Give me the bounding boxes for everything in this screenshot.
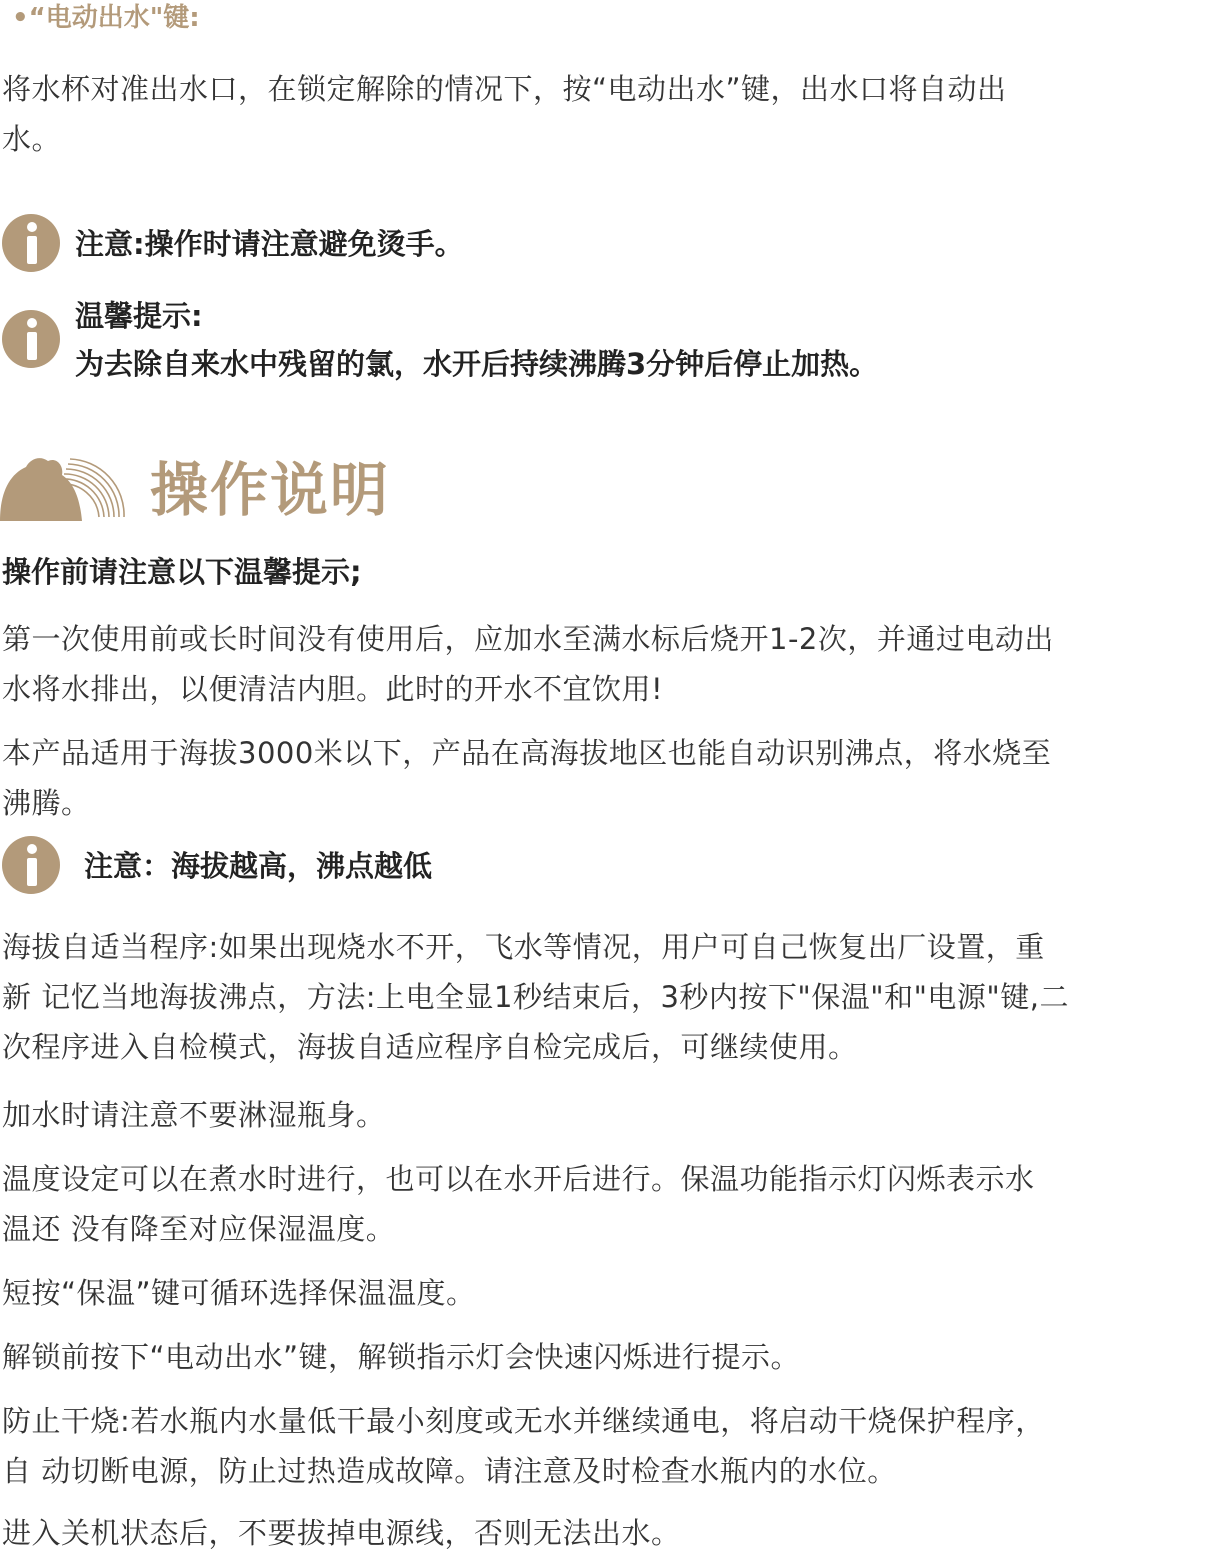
paragraph-dispense: 将水杯对准出水口，在锁定解除的情况下，按“电动出水”键，出水口将自动出 水。 bbox=[2, 72, 1007, 156]
paragraph-dry-boil: 防止干烧:若水瓶内水量低干最小刻度或无水并继续通电，将启动干烧保护程序， 自 动切断电源，防止过热造成故障。请注意及时检查水瓶内的水位。 bbox=[2, 1404, 1045, 1488]
paragraph-shutdown: 进入关机状态后，不要拔掉电源线，否则无法出水。 bbox=[2, 1516, 681, 1550]
section-title: 操作说明 bbox=[150, 456, 391, 524]
bullet-heading: •“电动出水"键: bbox=[12, 3, 200, 33]
paragraph-altitude: 本产品适用于海拔3000米以下，产品在高海拔地区也能自动识别沸点，将水烧至 沸腾。 bbox=[2, 736, 1052, 820]
paragraph-keep-warm: 短按“保温”键可循环选择保温温度。 bbox=[2, 1276, 476, 1310]
paragraph-altitude-program: 海拔自适当程序:如果出现烧水不开，飞水等情况，用户可自己恢复出厂设置，重 新 记忆当地海拔沸点，方法:上电全显1秒结束后，3秒内按下"保温"和"电源"键,二 次程序进入自检模式，海拔自适应程序自检完成后，可继续使用。 bbox=[2, 930, 1069, 1064]
info-icon bbox=[2, 836, 60, 894]
note-altitude: 注意：海拔越高，沸点越低 bbox=[84, 849, 433, 883]
info-icon bbox=[2, 310, 60, 368]
paragraph-unlock: 解锁前按下“电动出水”键，解锁指示灯会快速闪烁进行提示。 bbox=[2, 1340, 801, 1374]
paragraph-first-use: 第一次使用前或长时间没有使用后，应加水至满水标后烧开1-2次，并通过电动出 水将水排出，以便清洁内胆。此时的开水不宜饮用! bbox=[2, 622, 1054, 706]
paragraph-temperature: 温度设定可以在煮水时进行，也可以在水开后进行。保温功能指示灯闪烁表示水 温还 没有降至对应保湿温度。 bbox=[2, 1162, 1035, 1246]
section-logo-icon bbox=[0, 455, 126, 525]
info-icon bbox=[2, 214, 60, 272]
note-burn-warning: 注意:操作时请注意避免烫手。 bbox=[75, 227, 464, 261]
paragraph-no-wet: 加水时请注意不要淋湿瓶身。 bbox=[2, 1098, 386, 1132]
intro-line: 操作前请注意以下温馨提示; bbox=[2, 555, 362, 589]
tip-title: 温馨提示: bbox=[75, 299, 203, 333]
tip-text: 为去除自来水中残留的氯，水开后持续沸腾3分钟后停止加热。 bbox=[75, 347, 879, 381]
